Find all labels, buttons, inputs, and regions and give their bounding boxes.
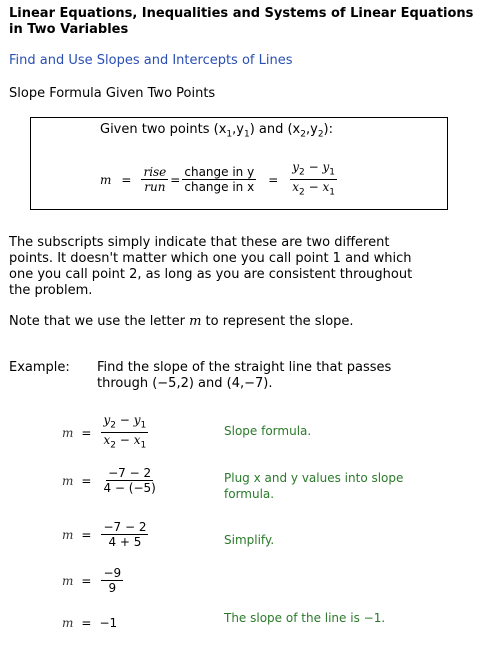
sub: 2 <box>299 187 305 198</box>
sub: 1 <box>140 440 147 451</box>
m-symbol: m <box>189 314 202 329</box>
change-in-x-label: change in x <box>184 180 255 195</box>
section-heading: Slope Formula Given Two Points <box>9 86 216 101</box>
minus: − <box>308 180 319 195</box>
x-var: x <box>133 433 141 448</box>
sub: 2 <box>300 129 306 140</box>
y-var: y <box>292 160 300 174</box>
given-text: ,y <box>305 122 318 137</box>
equals-sign: = <box>121 172 132 187</box>
numerator: −7 − 2 <box>108 466 152 480</box>
sub: 2 <box>110 420 116 431</box>
m-symbol: m <box>62 527 74 542</box>
m-symbol: m <box>100 172 112 187</box>
step-5-equation <box>62 616 117 630</box>
given-text: ): <box>323 122 333 137</box>
minus: − <box>119 433 130 448</box>
m-symbol: m <box>62 616 74 630</box>
x-var: x <box>292 180 300 195</box>
slope-formula <box>100 160 337 200</box>
formula-fraction <box>101 413 148 453</box>
given-text: ,y <box>232 122 244 137</box>
given-text: Given two points (x <box>100 122 227 137</box>
minus: − <box>119 413 130 427</box>
sub: 1 <box>226 129 233 140</box>
denominator: 9 <box>108 581 117 595</box>
sub: 1 <box>329 187 336 198</box>
rise-label: rise <box>143 165 167 180</box>
sub: 2 <box>317 129 324 140</box>
equals-sign: = <box>81 616 92 630</box>
m-symbol: m <box>62 425 74 440</box>
step-1-note: Slope formula. <box>224 424 312 438</box>
m-symbol: m <box>62 573 74 588</box>
step-3-note: Simplify. <box>224 533 275 547</box>
change-in-y-label: change in y <box>184 165 255 180</box>
note-text: to represent the slope. <box>201 314 354 329</box>
sub: 2 <box>110 440 116 451</box>
change-ratio <box>182 165 256 194</box>
slopes-intercepts-link[interactable]: Find and Use Slopes and Intercepts of Lines <box>9 53 293 68</box>
step-2-note: Plug x and y values into slope formula. <box>224 471 404 501</box>
coordinate-ratio <box>290 160 337 200</box>
slope-result: −1 <box>99 616 118 630</box>
equals-sign: = <box>81 527 92 542</box>
rise-over-run <box>141 165 168 194</box>
denominator: 4 + 5 <box>108 535 142 549</box>
subscripts-paragraph: The subscripts simply indicate that these are two different points. It doesn't matter which one you call point 1 and which one you call point 2, as long as you are consistent throughout the problem. <box>9 235 413 298</box>
step-1-equation <box>62 413 148 453</box>
m-symbol: m <box>62 473 74 488</box>
equals-sign: = <box>81 473 92 488</box>
y-var: y <box>322 160 330 174</box>
minus: − <box>308 160 319 174</box>
example-text: Find the slope of the straight line that passes through (−5,2) and (4,−7). <box>97 360 392 391</box>
note-paragraph <box>9 314 429 330</box>
y-var: y <box>103 413 111 427</box>
sub: 1 <box>140 420 147 431</box>
equals-sign: = <box>268 172 279 187</box>
example-label: Example: <box>9 360 70 375</box>
step-5-note: The slope of the line is −1. <box>224 611 386 625</box>
step-4-equation <box>62 566 123 595</box>
y-var: y <box>133 413 141 427</box>
equals-sign: = <box>81 573 92 588</box>
page-title: Linear Equations, Inequalities and Systems of Linear Equations in Two Variables <box>9 6 474 37</box>
step-2-equation <box>62 466 158 495</box>
note-text: Note that we use the letter <box>9 314 190 329</box>
equals-sign: = <box>170 172 181 187</box>
equals-sign: = <box>81 425 92 440</box>
given-points-line <box>100 122 333 140</box>
run-label: run <box>144 180 166 195</box>
simplify-fraction <box>101 520 148 549</box>
substituted-fraction <box>101 466 157 495</box>
sub: 1 <box>329 167 336 178</box>
x-var: x <box>322 180 330 195</box>
sub: 1 <box>243 129 250 140</box>
numerator: −7 − 2 <box>103 520 147 534</box>
reduced-fraction <box>101 566 123 595</box>
denominator: 4 − (−5) <box>103 481 156 495</box>
x-var: x <box>103 433 111 448</box>
sub: 2 <box>299 167 305 178</box>
step-3-equation <box>62 520 148 549</box>
given-text: ) and (x <box>249 122 301 137</box>
numerator: −9 <box>103 566 122 580</box>
